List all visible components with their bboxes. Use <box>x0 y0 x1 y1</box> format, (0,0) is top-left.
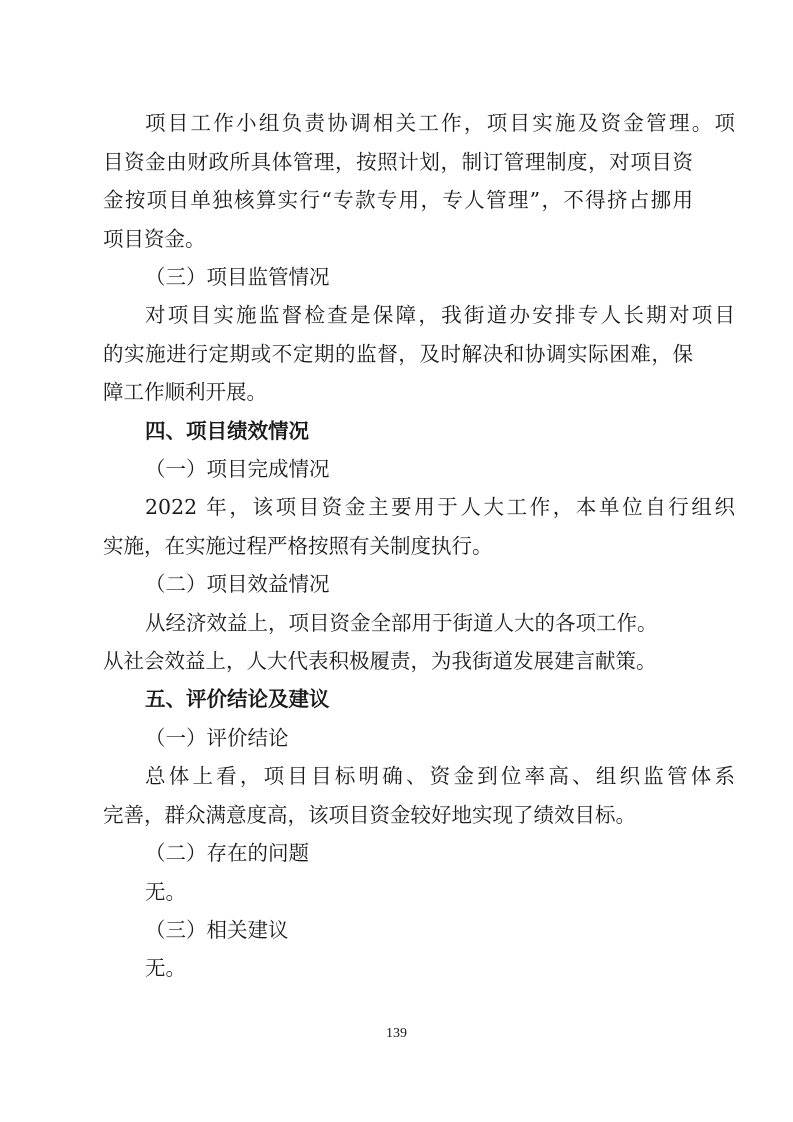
paragraph-line: 无。 <box>145 956 186 980</box>
subheading-suggestions: （三）相关建议 <box>145 918 289 942</box>
subheading-evaluation: （一）评价结论 <box>145 726 289 750</box>
paragraph-line: 无。 <box>145 880 186 904</box>
section-heading-conclusion: 五、评价结论及建议 <box>145 687 330 711</box>
paragraph-line: 项目资金。 <box>103 227 206 251</box>
page-number: 139 <box>386 1026 407 1041</box>
paragraph-line: 从社会效益上，人大代表积极履责，为我街道发展建言献策。 <box>103 649 657 673</box>
subheading-supervision: （三）项目监管情况 <box>145 265 330 289</box>
paragraph-line: 项目工作小组负责协调相关工作，项目实施及资金管理。项 <box>145 111 735 135</box>
subheading-problems: （二）存在的问题 <box>145 841 309 865</box>
paragraph-line: 总体上看，项目目标明确、资金到位率高、组织监管体系 <box>145 764 735 788</box>
paragraph-line: 对项目实施监督检查是保障，我街道办安排专人长期对项目 <box>145 303 735 327</box>
paragraph-line: 目资金由财政所具体管理，按照计划，制订管理制度，对项目资 <box>103 150 693 174</box>
paragraph-line: 从经济效益上，项目资金全部用于街道人大的各项工作。 <box>145 611 658 635</box>
subheading-benefit: （二）项目效益情况 <box>145 572 330 596</box>
paragraph-line: 完善，群众满意度高，该项目资金较好地实现了绩效目标。 <box>103 803 636 827</box>
paragraph-line: 2022 年，该项目资金主要用于人大工作，本单位自行组织 <box>145 495 735 519</box>
section-heading-performance: 四、项目绩效情况 <box>145 419 309 443</box>
paragraph-line: 实施，在实施过程严格按照有关制度执行。 <box>103 534 493 558</box>
paragraph-line: 障工作顺利开展。 <box>103 380 267 404</box>
paragraph-line: 的实施进行定期或不定期的监督，及时解决和协调实际困难，保 <box>103 342 693 366</box>
paragraph-line: 金按项目单独核算实行“专款专用，专人管理”，不得挤占挪用 <box>103 188 693 212</box>
subheading-completion: （一）项目完成情况 <box>145 457 330 481</box>
